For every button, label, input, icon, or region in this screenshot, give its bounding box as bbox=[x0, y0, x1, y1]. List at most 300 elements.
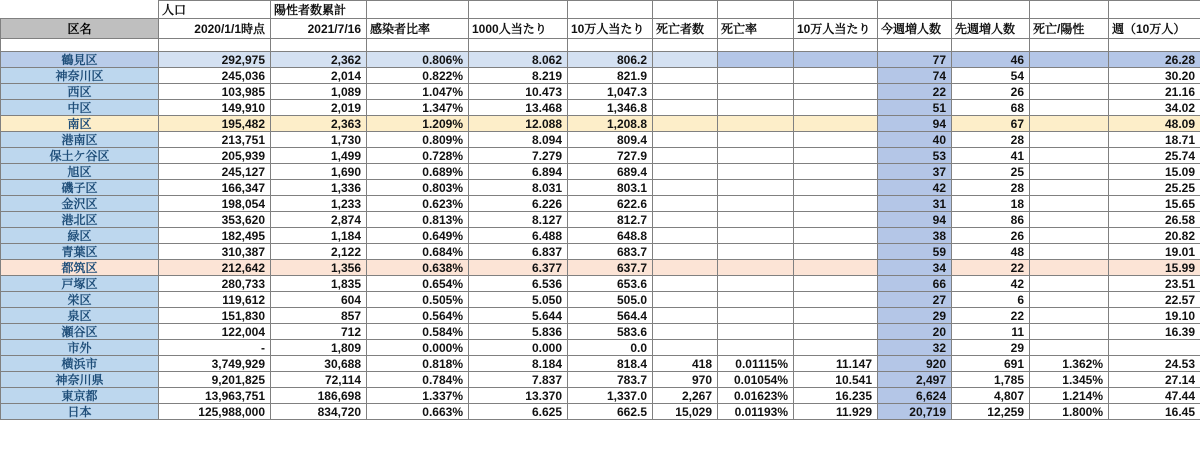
value-cell[interactable]: 812.7 bbox=[568, 212, 653, 228]
value-cell[interactable]: 28 bbox=[952, 132, 1030, 148]
value-cell[interactable]: 637.7 bbox=[568, 260, 653, 276]
value-cell[interactable]: 48 bbox=[952, 244, 1030, 260]
ward-name-cell[interactable]: 横浜市 bbox=[1, 356, 159, 372]
value-cell[interactable]: 683.7 bbox=[568, 244, 653, 260]
value-cell[interactable] bbox=[718, 148, 794, 164]
ward-name-cell[interactable]: 鶴見区 bbox=[1, 52, 159, 68]
value-cell[interactable] bbox=[653, 196, 718, 212]
value-cell[interactable] bbox=[1030, 276, 1109, 292]
column-header-cell[interactable]: 2021/7/16 bbox=[271, 19, 367, 39]
value-cell[interactable]: 86 bbox=[952, 212, 1030, 228]
value-cell[interactable]: 0.000 bbox=[469, 340, 568, 356]
value-cell[interactable] bbox=[1030, 260, 1109, 276]
value-cell[interactable] bbox=[653, 244, 718, 260]
value-cell[interactable]: 834,720 bbox=[271, 404, 367, 420]
value-cell[interactable] bbox=[794, 132, 878, 148]
value-cell[interactable]: 783.7 bbox=[568, 372, 653, 388]
header-cell[interactable] bbox=[1030, 1, 1109, 19]
column-header-cell[interactable]: 死亡者数 bbox=[653, 19, 718, 39]
value-cell[interactable]: 48.09 bbox=[1109, 116, 1200, 132]
value-cell[interactable] bbox=[1030, 164, 1109, 180]
value-cell[interactable] bbox=[794, 276, 878, 292]
value-cell[interactable] bbox=[653, 292, 718, 308]
value-cell[interactable]: 2,267 bbox=[653, 388, 718, 404]
value-cell[interactable] bbox=[718, 68, 794, 84]
value-cell[interactable]: 67 bbox=[952, 116, 1030, 132]
value-cell[interactable]: 20,719 bbox=[878, 404, 952, 420]
value-cell[interactable] bbox=[653, 340, 718, 356]
value-cell[interactable]: 245,036 bbox=[159, 68, 271, 84]
value-cell[interactable]: 53 bbox=[878, 148, 952, 164]
value-cell[interactable] bbox=[653, 100, 718, 116]
value-cell[interactable]: 212,642 bbox=[159, 260, 271, 276]
value-cell[interactable]: 8.062 bbox=[469, 52, 568, 68]
value-cell[interactable]: 691 bbox=[952, 356, 1030, 372]
value-cell[interactable]: 6.536 bbox=[469, 276, 568, 292]
value-cell[interactable]: 122,004 bbox=[159, 324, 271, 340]
value-cell[interactable]: 2,874 bbox=[271, 212, 367, 228]
value-cell[interactable] bbox=[794, 148, 878, 164]
value-cell[interactable]: 26 bbox=[952, 84, 1030, 100]
value-cell[interactable] bbox=[1030, 212, 1109, 228]
value-cell[interactable]: 1,233 bbox=[271, 196, 367, 212]
value-cell[interactable]: 292,975 bbox=[159, 52, 271, 68]
value-cell[interactable]: 30,688 bbox=[271, 356, 367, 372]
ward-name-cell[interactable]: 神奈川区 bbox=[1, 68, 159, 84]
value-cell[interactable]: 22 bbox=[952, 260, 1030, 276]
empty-cell[interactable] bbox=[1030, 39, 1109, 52]
value-cell[interactable]: 2,363 bbox=[271, 116, 367, 132]
value-cell[interactable] bbox=[718, 52, 794, 68]
value-cell[interactable]: 15,029 bbox=[653, 404, 718, 420]
value-cell[interactable] bbox=[653, 180, 718, 196]
value-cell[interactable]: 22 bbox=[952, 308, 1030, 324]
value-cell[interactable] bbox=[718, 212, 794, 228]
value-cell[interactable]: 1.337% bbox=[367, 388, 469, 404]
value-cell[interactable]: 11.929 bbox=[794, 404, 878, 420]
value-cell[interactable]: 6.377 bbox=[469, 260, 568, 276]
value-cell[interactable]: 41 bbox=[952, 148, 1030, 164]
ward-name-cell[interactable]: 西区 bbox=[1, 84, 159, 100]
ward-name-cell[interactable]: 金沢区 bbox=[1, 196, 159, 212]
value-cell[interactable]: 15.09 bbox=[1109, 164, 1200, 180]
ward-name-cell[interactable]: 東京都 bbox=[1, 388, 159, 404]
value-cell[interactable]: 40 bbox=[878, 132, 952, 148]
value-cell[interactable]: 16.45 bbox=[1109, 404, 1200, 420]
value-cell[interactable]: 0.000% bbox=[367, 340, 469, 356]
value-cell[interactable]: 1.047% bbox=[367, 84, 469, 100]
ward-name-cell[interactable]: 神奈川県 bbox=[1, 372, 159, 388]
value-cell[interactable] bbox=[718, 132, 794, 148]
value-cell[interactable]: 213,751 bbox=[159, 132, 271, 148]
value-cell[interactable] bbox=[718, 164, 794, 180]
value-cell[interactable] bbox=[718, 340, 794, 356]
value-cell[interactable]: 970 bbox=[653, 372, 718, 388]
value-cell[interactable]: 47.44 bbox=[1109, 388, 1200, 404]
value-cell[interactable]: 0.0 bbox=[568, 340, 653, 356]
value-cell[interactable] bbox=[653, 132, 718, 148]
value-cell[interactable] bbox=[718, 308, 794, 324]
value-cell[interactable] bbox=[653, 324, 718, 340]
value-cell[interactable] bbox=[794, 212, 878, 228]
value-cell[interactable]: 0.01054% bbox=[718, 372, 794, 388]
value-cell[interactable] bbox=[1030, 340, 1109, 356]
value-cell[interactable] bbox=[1030, 308, 1109, 324]
ward-name-cell[interactable]: 日本 bbox=[1, 404, 159, 420]
value-cell[interactable]: 23.51 bbox=[1109, 276, 1200, 292]
value-cell[interactable]: 25.74 bbox=[1109, 148, 1200, 164]
value-cell[interactable]: 72,114 bbox=[271, 372, 367, 388]
value-cell[interactable]: 6 bbox=[952, 292, 1030, 308]
value-cell[interactable]: 1,809 bbox=[271, 340, 367, 356]
value-cell[interactable]: 806.2 bbox=[568, 52, 653, 68]
value-cell[interactable]: 20 bbox=[878, 324, 952, 340]
value-cell[interactable]: 13,963,751 bbox=[159, 388, 271, 404]
value-cell[interactable]: 34 bbox=[878, 260, 952, 276]
empty-cell[interactable] bbox=[568, 39, 653, 52]
value-cell[interactable] bbox=[1030, 148, 1109, 164]
value-cell[interactable]: - bbox=[159, 340, 271, 356]
value-cell[interactable]: 10.541 bbox=[794, 372, 878, 388]
value-cell[interactable]: 2,019 bbox=[271, 100, 367, 116]
value-cell[interactable] bbox=[653, 276, 718, 292]
value-cell[interactable]: 94 bbox=[878, 212, 952, 228]
header-cell[interactable] bbox=[568, 1, 653, 19]
value-cell[interactable]: 94 bbox=[878, 116, 952, 132]
empty-cell[interactable] bbox=[653, 39, 718, 52]
value-cell[interactable]: 66 bbox=[878, 276, 952, 292]
empty-cell[interactable] bbox=[271, 39, 367, 52]
column-header-cell[interactable]: 1000人当たり bbox=[469, 19, 568, 39]
value-cell[interactable]: 27 bbox=[878, 292, 952, 308]
value-cell[interactable]: 4,807 bbox=[952, 388, 1030, 404]
value-cell[interactable] bbox=[1030, 116, 1109, 132]
value-cell[interactable]: 622.6 bbox=[568, 196, 653, 212]
empty-cell[interactable] bbox=[952, 39, 1030, 52]
value-cell[interactable]: 22 bbox=[878, 84, 952, 100]
column-header-cell[interactable]: 週（10万人） bbox=[1109, 19, 1200, 39]
value-cell[interactable]: 1,047.3 bbox=[568, 84, 653, 100]
value-cell[interactable] bbox=[718, 84, 794, 100]
header-cell[interactable] bbox=[1109, 1, 1200, 19]
value-cell[interactable]: 1,499 bbox=[271, 148, 367, 164]
value-cell[interactable]: 0.584% bbox=[367, 324, 469, 340]
value-cell[interactable]: 6.894 bbox=[469, 164, 568, 180]
value-cell[interactable] bbox=[653, 68, 718, 84]
value-cell[interactable]: 20.82 bbox=[1109, 228, 1200, 244]
value-cell[interactable] bbox=[794, 116, 878, 132]
value-cell[interactable]: 18.71 bbox=[1109, 132, 1200, 148]
value-cell[interactable]: 818.4 bbox=[568, 356, 653, 372]
header-cell[interactable] bbox=[794, 1, 878, 19]
value-cell[interactable] bbox=[718, 244, 794, 260]
value-cell[interactable]: 583.6 bbox=[568, 324, 653, 340]
value-cell[interactable]: 16.235 bbox=[794, 388, 878, 404]
ward-name-cell[interactable]: 港北区 bbox=[1, 212, 159, 228]
value-cell[interactable] bbox=[1030, 100, 1109, 116]
value-cell[interactable]: 662.5 bbox=[568, 404, 653, 420]
value-cell[interactable]: 0.813% bbox=[367, 212, 469, 228]
ward-name-cell[interactable]: 旭区 bbox=[1, 164, 159, 180]
value-cell[interactable]: 418 bbox=[653, 356, 718, 372]
header-cell[interactable] bbox=[718, 1, 794, 19]
ward-name-cell[interactable]: 保土ケ谷区 bbox=[1, 148, 159, 164]
value-cell[interactable] bbox=[718, 180, 794, 196]
value-cell[interactable]: 9,201,825 bbox=[159, 372, 271, 388]
value-cell[interactable]: 8.031 bbox=[469, 180, 568, 196]
value-cell[interactable]: 0.818% bbox=[367, 356, 469, 372]
value-cell[interactable] bbox=[1030, 292, 1109, 308]
value-cell[interactable]: 5.644 bbox=[469, 308, 568, 324]
column-header-cell[interactable]: 死亡率 bbox=[718, 19, 794, 39]
empty-cell[interactable] bbox=[159, 39, 271, 52]
value-cell[interactable]: 11.147 bbox=[794, 356, 878, 372]
value-cell[interactable]: 15.99 bbox=[1109, 260, 1200, 276]
value-cell[interactable]: 0.803% bbox=[367, 180, 469, 196]
value-cell[interactable]: 505.0 bbox=[568, 292, 653, 308]
value-cell[interactable]: 604 bbox=[271, 292, 367, 308]
value-cell[interactable]: 198,054 bbox=[159, 196, 271, 212]
column-header-cell[interactable]: 死亡/陽性 bbox=[1030, 19, 1109, 39]
value-cell[interactable]: 16.39 bbox=[1109, 324, 1200, 340]
value-cell[interactable]: 1,346.8 bbox=[568, 100, 653, 116]
ward-name-cell[interactable]: 緑区 bbox=[1, 228, 159, 244]
value-cell[interactable]: 26 bbox=[952, 228, 1030, 244]
value-cell[interactable]: 0.638% bbox=[367, 260, 469, 276]
value-cell[interactable]: 280,733 bbox=[159, 276, 271, 292]
column-header-cell[interactable]: 感染者比率 bbox=[367, 19, 469, 39]
value-cell[interactable]: 12.088 bbox=[469, 116, 568, 132]
value-cell[interactable]: 0.01115% bbox=[718, 356, 794, 372]
value-cell[interactable]: 19.10 bbox=[1109, 308, 1200, 324]
empty-cell[interactable] bbox=[878, 39, 952, 52]
value-cell[interactable]: 37 bbox=[878, 164, 952, 180]
value-cell[interactable]: 1,089 bbox=[271, 84, 367, 100]
value-cell[interactable] bbox=[718, 228, 794, 244]
value-cell[interactable] bbox=[1030, 324, 1109, 340]
value-cell[interactable]: 648.8 bbox=[568, 228, 653, 244]
value-cell[interactable]: 13.370 bbox=[469, 388, 568, 404]
value-cell[interactable]: 1,184 bbox=[271, 228, 367, 244]
value-cell[interactable] bbox=[653, 308, 718, 324]
value-cell[interactable]: 2,362 bbox=[271, 52, 367, 68]
ward-name-cell[interactable]: 磯子区 bbox=[1, 180, 159, 196]
value-cell[interactable] bbox=[1030, 132, 1109, 148]
value-cell[interactable] bbox=[794, 164, 878, 180]
value-cell[interactable]: 15.65 bbox=[1109, 196, 1200, 212]
value-cell[interactable]: 2,014 bbox=[271, 68, 367, 84]
value-cell[interactable] bbox=[1030, 228, 1109, 244]
value-cell[interactable]: 30.20 bbox=[1109, 68, 1200, 84]
value-cell[interactable]: 1,835 bbox=[271, 276, 367, 292]
value-cell[interactable]: 21.16 bbox=[1109, 84, 1200, 100]
value-cell[interactable]: 727.9 bbox=[568, 148, 653, 164]
header-cell[interactable] bbox=[469, 1, 568, 19]
value-cell[interactable]: 809.4 bbox=[568, 132, 653, 148]
value-cell[interactable] bbox=[794, 84, 878, 100]
value-cell[interactable]: 689.4 bbox=[568, 164, 653, 180]
value-cell[interactable] bbox=[794, 52, 878, 68]
value-cell[interactable]: 0.505% bbox=[367, 292, 469, 308]
value-cell[interactable]: 1.347% bbox=[367, 100, 469, 116]
value-cell[interactable]: 77 bbox=[878, 52, 952, 68]
value-cell[interactable]: 59 bbox=[878, 244, 952, 260]
value-cell[interactable]: 25.25 bbox=[1109, 180, 1200, 196]
value-cell[interactable]: 26.58 bbox=[1109, 212, 1200, 228]
value-cell[interactable]: 54 bbox=[952, 68, 1030, 84]
value-cell[interactable]: 27.14 bbox=[1109, 372, 1200, 388]
value-cell[interactable]: 151,830 bbox=[159, 308, 271, 324]
value-cell[interactable] bbox=[794, 340, 878, 356]
value-cell[interactable]: 0.784% bbox=[367, 372, 469, 388]
value-cell[interactable]: 1,336 bbox=[271, 180, 367, 196]
value-cell[interactable]: 653.6 bbox=[568, 276, 653, 292]
value-cell[interactable]: 8.094 bbox=[469, 132, 568, 148]
value-cell[interactable] bbox=[653, 212, 718, 228]
value-cell[interactable]: 29 bbox=[878, 308, 952, 324]
value-cell[interactable]: 1.214% bbox=[1030, 388, 1109, 404]
empty-cell[interactable] bbox=[1, 39, 159, 52]
value-cell[interactable]: 46 bbox=[952, 52, 1030, 68]
value-cell[interactable]: 149,910 bbox=[159, 100, 271, 116]
value-cell[interactable] bbox=[1030, 68, 1109, 84]
value-cell[interactable] bbox=[653, 164, 718, 180]
value-cell[interactable]: 8.219 bbox=[469, 68, 568, 84]
value-cell[interactable]: 310,387 bbox=[159, 244, 271, 260]
value-cell[interactable] bbox=[653, 116, 718, 132]
value-cell[interactable]: 0.728% bbox=[367, 148, 469, 164]
value-cell[interactable]: 1,208.8 bbox=[568, 116, 653, 132]
column-header-cell[interactable]: 区名 bbox=[1, 19, 159, 39]
value-cell[interactable]: 712 bbox=[271, 324, 367, 340]
ward-name-cell[interactable]: 栄区 bbox=[1, 292, 159, 308]
value-cell[interactable]: 0.806% bbox=[367, 52, 469, 68]
value-cell[interactable]: 10.473 bbox=[469, 84, 568, 100]
value-cell[interactable]: 0.689% bbox=[367, 164, 469, 180]
value-cell[interactable]: 803.1 bbox=[568, 180, 653, 196]
value-cell[interactable]: 564.4 bbox=[568, 308, 653, 324]
value-cell[interactable]: 28 bbox=[952, 180, 1030, 196]
column-header-cell[interactable]: 今週増人数 bbox=[878, 19, 952, 39]
value-cell[interactable] bbox=[718, 196, 794, 212]
value-cell[interactable]: 11 bbox=[952, 324, 1030, 340]
value-cell[interactable]: 103,985 bbox=[159, 84, 271, 100]
value-cell[interactable] bbox=[718, 260, 794, 276]
ward-name-cell[interactable]: 中区 bbox=[1, 100, 159, 116]
value-cell[interactable] bbox=[718, 292, 794, 308]
value-cell[interactable]: 8.184 bbox=[469, 356, 568, 372]
value-cell[interactable] bbox=[794, 324, 878, 340]
value-cell[interactable]: 19.01 bbox=[1109, 244, 1200, 260]
value-cell[interactable]: 0.01193% bbox=[718, 404, 794, 420]
value-cell[interactable]: 22.57 bbox=[1109, 292, 1200, 308]
value-cell[interactable] bbox=[1030, 52, 1109, 68]
value-cell[interactable]: 68 bbox=[952, 100, 1030, 116]
value-cell[interactable]: 31 bbox=[878, 196, 952, 212]
value-cell[interactable] bbox=[718, 324, 794, 340]
value-cell[interactable]: 0.663% bbox=[367, 404, 469, 420]
value-cell[interactable] bbox=[718, 276, 794, 292]
value-cell[interactable]: 5.836 bbox=[469, 324, 568, 340]
header-cell[interactable] bbox=[367, 1, 469, 19]
value-cell[interactable]: 38 bbox=[878, 228, 952, 244]
value-cell[interactable] bbox=[1109, 340, 1200, 356]
ward-name-cell[interactable]: 泉区 bbox=[1, 308, 159, 324]
value-cell[interactable]: 0.564% bbox=[367, 308, 469, 324]
value-cell[interactable]: 8.127 bbox=[469, 212, 568, 228]
value-cell[interactable] bbox=[653, 148, 718, 164]
value-cell[interactable] bbox=[794, 100, 878, 116]
value-cell[interactable]: 29 bbox=[952, 340, 1030, 356]
value-cell[interactable]: 0.649% bbox=[367, 228, 469, 244]
ward-name-cell[interactable]: 港南区 bbox=[1, 132, 159, 148]
value-cell[interactable] bbox=[653, 260, 718, 276]
value-cell[interactable]: 7.837 bbox=[469, 372, 568, 388]
value-cell[interactable]: 920 bbox=[878, 356, 952, 372]
ward-name-cell[interactable]: 都筑区 bbox=[1, 260, 159, 276]
header-cell[interactable] bbox=[653, 1, 718, 19]
ward-name-cell[interactable]: 市外 bbox=[1, 340, 159, 356]
value-cell[interactable]: 42 bbox=[878, 180, 952, 196]
population-group-header[interactable]: 人口 bbox=[159, 1, 271, 19]
value-cell[interactable]: 0.809% bbox=[367, 132, 469, 148]
value-cell[interactable] bbox=[653, 84, 718, 100]
value-cell[interactable] bbox=[794, 244, 878, 260]
column-header-cell[interactable]: 2020/1/1時点 bbox=[159, 19, 271, 39]
ward-name-cell[interactable]: 青葉区 bbox=[1, 244, 159, 260]
value-cell[interactable]: 18 bbox=[952, 196, 1030, 212]
value-cell[interactable]: 26.28 bbox=[1109, 52, 1200, 68]
value-cell[interactable]: 1,730 bbox=[271, 132, 367, 148]
value-cell[interactable] bbox=[718, 100, 794, 116]
value-cell[interactable]: 6.625 bbox=[469, 404, 568, 420]
value-cell[interactable]: 1.800% bbox=[1030, 404, 1109, 420]
value-cell[interactable] bbox=[653, 52, 718, 68]
value-cell[interactable]: 0.822% bbox=[367, 68, 469, 84]
value-cell[interactable]: 6.488 bbox=[469, 228, 568, 244]
value-cell[interactable]: 186,698 bbox=[271, 388, 367, 404]
empty-cell[interactable] bbox=[718, 39, 794, 52]
value-cell[interactable]: 0.01623% bbox=[718, 388, 794, 404]
value-cell[interactable]: 6.226 bbox=[469, 196, 568, 212]
value-cell[interactable]: 1,690 bbox=[271, 164, 367, 180]
value-cell[interactable]: 821.9 bbox=[568, 68, 653, 84]
positives-cumulative-group-header[interactable]: 陽性者数累計 bbox=[271, 1, 367, 19]
value-cell[interactable]: 2,122 bbox=[271, 244, 367, 260]
value-cell[interactable]: 205,939 bbox=[159, 148, 271, 164]
value-cell[interactable] bbox=[794, 68, 878, 84]
value-cell[interactable]: 2,497 bbox=[878, 372, 952, 388]
value-cell[interactable] bbox=[794, 180, 878, 196]
empty-cell[interactable] bbox=[469, 39, 568, 52]
value-cell[interactable]: 125,988,000 bbox=[159, 404, 271, 420]
value-cell[interactable]: 857 bbox=[271, 308, 367, 324]
value-cell[interactable] bbox=[794, 196, 878, 212]
value-cell[interactable]: 0.684% bbox=[367, 244, 469, 260]
value-cell[interactable]: 182,495 bbox=[159, 228, 271, 244]
value-cell[interactable]: 3,749,929 bbox=[159, 356, 271, 372]
value-cell[interactable]: 1.362% bbox=[1030, 356, 1109, 372]
ward-name-cell[interactable]: 瀬谷区 bbox=[1, 324, 159, 340]
empty-cell[interactable] bbox=[367, 39, 469, 52]
ward-name-cell[interactable]: 南区 bbox=[1, 116, 159, 132]
value-cell[interactable]: 5.050 bbox=[469, 292, 568, 308]
value-cell[interactable]: 1,337.0 bbox=[568, 388, 653, 404]
value-cell[interactable]: 13.468 bbox=[469, 100, 568, 116]
value-cell[interactable]: 195,482 bbox=[159, 116, 271, 132]
value-cell[interactable]: 1.345% bbox=[1030, 372, 1109, 388]
value-cell[interactable] bbox=[718, 116, 794, 132]
